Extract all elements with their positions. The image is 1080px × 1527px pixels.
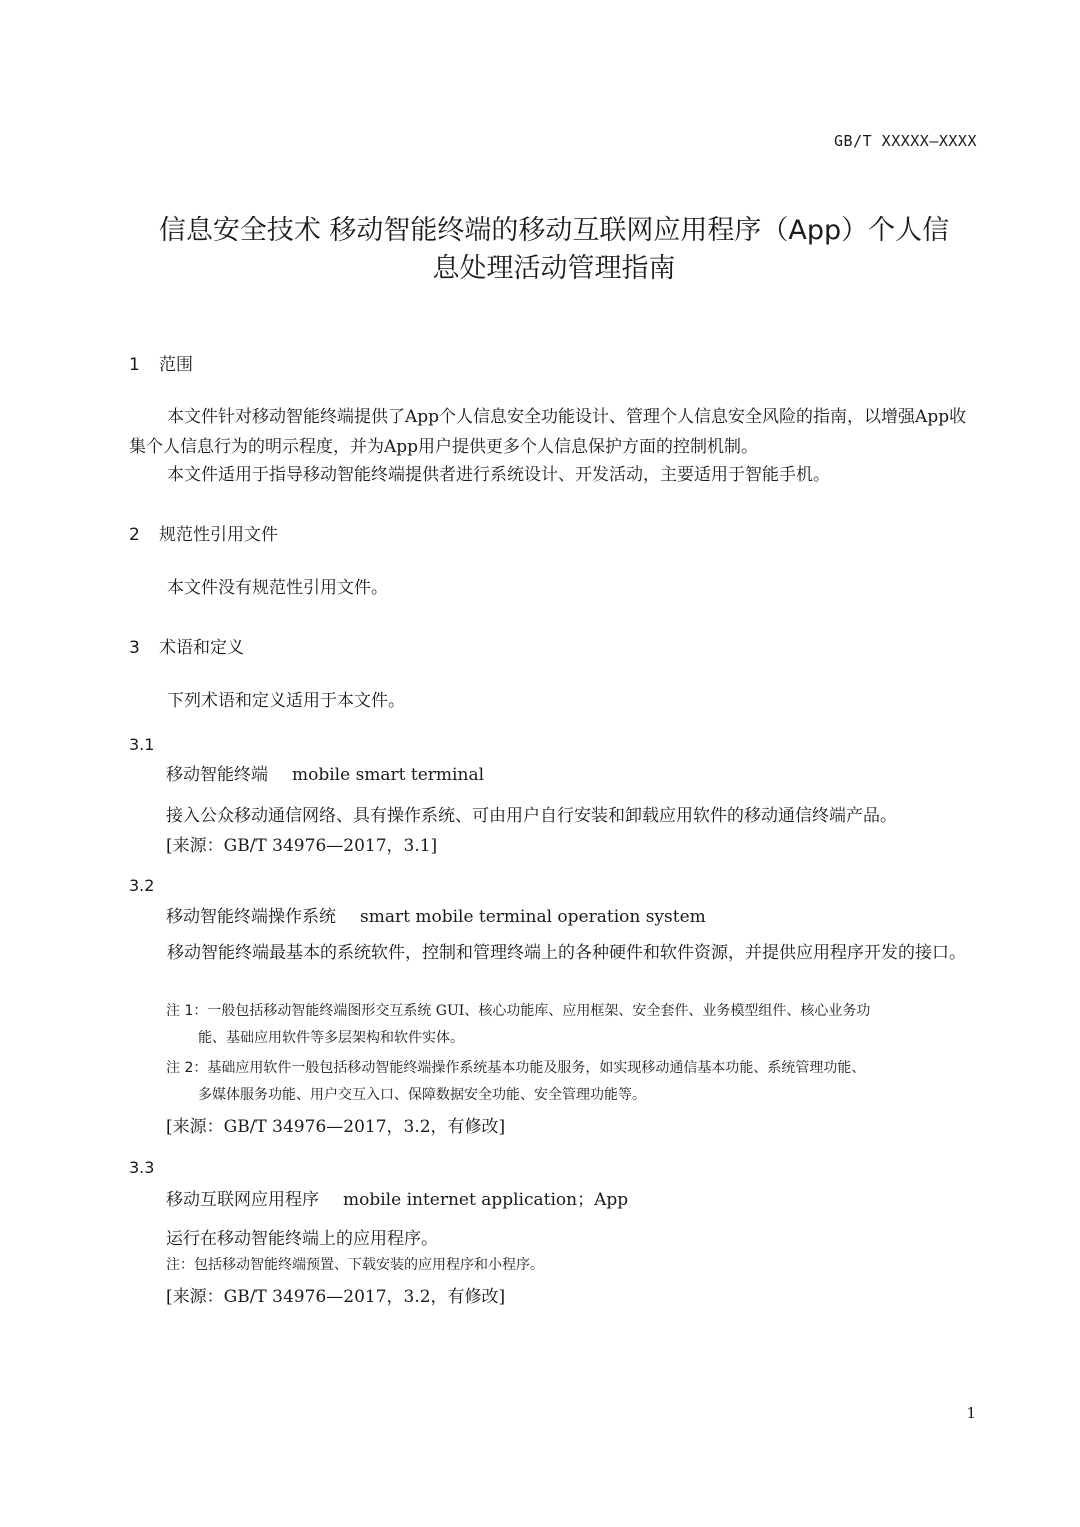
term-number: 3.1 xyxy=(129,735,155,754)
section-number: 3 xyxy=(129,638,140,658)
term-source: [来源：GB/T 34976—2017，3.2，有修改] xyxy=(166,1287,506,1307)
term-source: [来源：GB/T 34976—2017，3.1] xyxy=(166,836,438,856)
term-entry xyxy=(166,760,484,785)
term-definition: 接入公众移动通信网络、具有操作系统、可由用户自行安装和卸载应用软件的移动通信终端产品。 xyxy=(166,806,897,826)
term-entry xyxy=(166,902,706,927)
note-label: 注 1： xyxy=(166,1003,208,1019)
term-number: 3.3 xyxy=(129,1158,155,1177)
note-text-continued: 能、基础应用软件等多层架构和软件实体。 xyxy=(198,1030,464,1046)
term-definition: 运行在移动智能终端上的应用程序。 xyxy=(166,1229,438,1249)
title-line-1: 信息安全技术 移动智能终端的移动互联网应用程序（App）个人信 xyxy=(158,215,950,246)
note-text: 一般包括移动智能终端图形交互系统 GUI、核心功能库、应用框架、安全套件、业务模型组件、核心业务功 xyxy=(207,1003,871,1019)
term-number: 3.2 xyxy=(129,876,155,895)
document-title xyxy=(120,212,988,288)
term-en: mobile smart terminal xyxy=(292,765,485,785)
scope-paragraph-2: 本文件适用于指导移动智能终端提供者进行系统设计、开发活动，主要适用于智能手机。 xyxy=(167,465,830,485)
terms-intro: 下列术语和定义适用于本文件。 xyxy=(167,691,405,711)
term-en: mobile internet application；App xyxy=(343,1190,629,1210)
term-note xyxy=(166,1252,978,1279)
references-paragraph: 本文件没有规范性引用文件。 xyxy=(167,578,388,598)
term-en: smart mobile terminal operation system xyxy=(360,907,706,927)
section-heading-references xyxy=(129,520,278,545)
section-heading-scope xyxy=(129,350,193,375)
term-zh: 移动智能终端 xyxy=(166,765,268,785)
page-number: 1 xyxy=(966,1404,976,1422)
section-number: 2 xyxy=(129,525,140,545)
note-text: 包括移动智能终端预置、下载安装的应用程序和小程序。 xyxy=(194,1257,544,1273)
term-entry xyxy=(166,1185,628,1210)
section-title: 范围 xyxy=(159,355,193,375)
term-definition: 移动智能终端最基本的系统软件，控制和管理终端上的各种硬件和软件资源，并提供应用程序开发的接口。 xyxy=(167,943,966,963)
term-zh: 移动智能终端操作系统 xyxy=(166,907,336,927)
note-label: 注： xyxy=(166,1257,194,1273)
section-title: 规范性引用文件 xyxy=(159,525,278,545)
term-source: [来源：GB/T 34976—2017，3.2，有修改] xyxy=(166,1117,506,1137)
standard-code: GB/T XXXXX—XXXX xyxy=(834,132,977,150)
note-label: 注 2： xyxy=(166,1060,208,1076)
title-line-2: 息处理活动管理指南 xyxy=(432,253,676,284)
section-number: 1 xyxy=(129,355,140,375)
section-title: 术语和定义 xyxy=(159,638,244,658)
term-note-2 xyxy=(166,1055,978,1109)
section-heading-terms xyxy=(129,633,244,658)
term-zh: 移动互联网应用程序 xyxy=(166,1190,319,1210)
term-note-1 xyxy=(166,998,978,1052)
note-text-continued: 多媒体服务功能、用户交互入口、保障数据安全功能、安全管理功能等。 xyxy=(198,1087,646,1103)
scope-paragraph-1: 本文件针对移动智能终端提供了App个人信息安全功能设计、管理个人信息安全风险的指南，以增强App收集个人信息行为的明示程度，并为App用户提供更多个人信息保护方面的控制机制。 xyxy=(129,407,967,457)
note-text: 基础应用软件一般包括移动智能终端操作系统基本功能及服务，如实现移动通信基本功能、系统管理功能、 xyxy=(207,1060,866,1076)
